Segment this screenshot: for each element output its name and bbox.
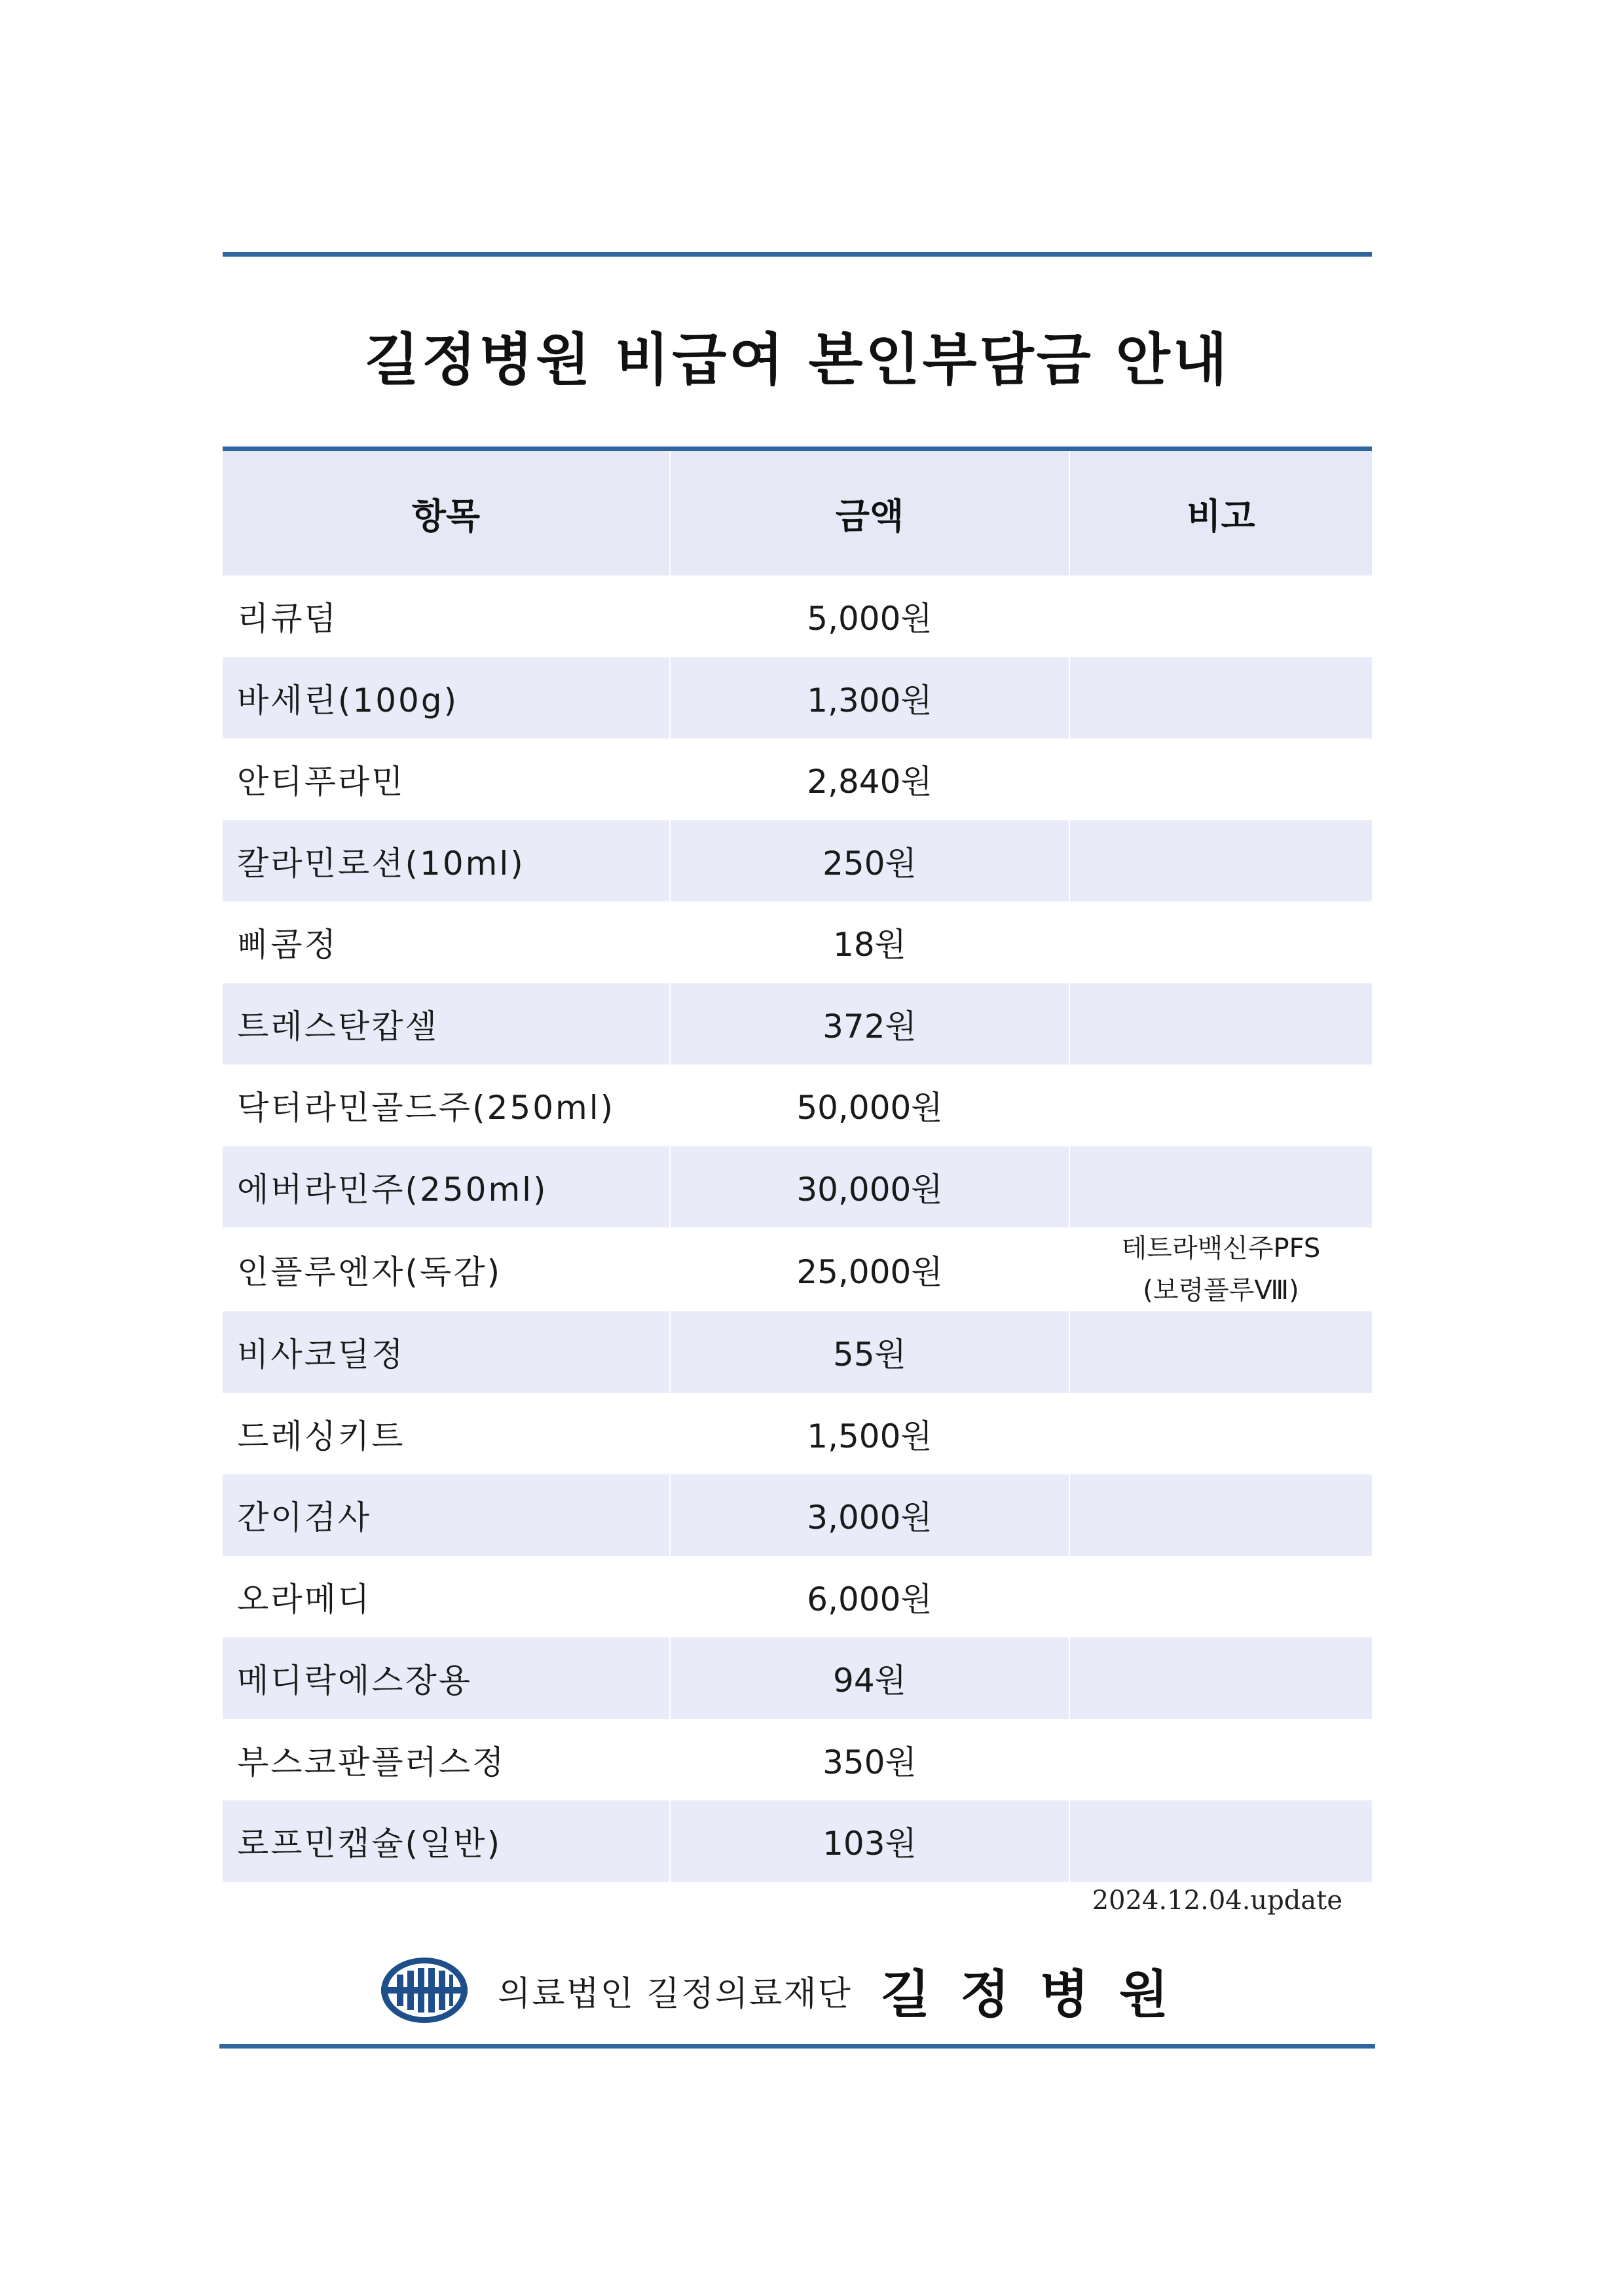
- table-row: [223, 1311, 1372, 1393]
- item-name: 안티푸라민: [237, 763, 405, 801]
- table-row: [223, 1146, 1372, 1228]
- item-amount: 6,000원: [670, 1556, 1069, 1638]
- item-amount: 18원: [670, 902, 1069, 983]
- item-name: 트레스탄캅셀: [223, 983, 670, 1065]
- header-amount: 금액: [670, 451, 1069, 575]
- table-row: [223, 657, 1372, 739]
- item-amount: 1,500원: [670, 1393, 1069, 1475]
- item-amount: 250원: [670, 820, 1069, 902]
- item-name: 오라메디: [237, 1580, 372, 1618]
- item-note: [1069, 1311, 1372, 1393]
- update-date: 2024.12.04.update: [1092, 1886, 1342, 1916]
- item-amount: 3,000원: [670, 1474, 1069, 1556]
- item-note: [1069, 575, 1372, 657]
- item-name: 메디락에스장용: [223, 1637, 670, 1719]
- item-amount: 2,840원: [670, 738, 1069, 820]
- item-amount: 350원: [670, 1719, 1069, 1801]
- table-row: [223, 1065, 1372, 1146]
- hospital-name: 길정병원: [880, 1965, 1199, 2024]
- table-row: [223, 1719, 1372, 1801]
- table-row: [223, 820, 1372, 902]
- item-amount: 1,300원: [670, 657, 1069, 739]
- item-amount: 5,000원: [670, 575, 1069, 657]
- table-row: [223, 1393, 1372, 1475]
- item-amount: 50,000원: [670, 1065, 1069, 1146]
- item-name: 닥터라민골드주(250ml): [237, 1089, 616, 1127]
- header-item: 항목: [223, 451, 670, 575]
- item-name: 리큐덤: [237, 600, 338, 638]
- item-note: [1069, 1228, 1372, 1311]
- item-name: 드레싱키트: [237, 1417, 405, 1455]
- item-note: [1069, 1719, 1372, 1801]
- item-note: [1069, 1393, 1372, 1475]
- hospital-logo-icon: [378, 1955, 470, 2026]
- table-header-row: [223, 451, 1372, 575]
- table-row: [223, 1556, 1372, 1638]
- table-top-divider: [223, 446, 1372, 451]
- item-amount: 103원: [670, 1800, 1069, 1882]
- item-amount: 55원: [670, 1311, 1069, 1393]
- item-name: 칼라민로션(10ml): [223, 820, 670, 902]
- item-amount: 25,000원: [670, 1228, 1069, 1311]
- item-note: [1069, 1637, 1372, 1719]
- table-row: [223, 902, 1372, 983]
- table-row: [223, 738, 1372, 820]
- item-note: [1069, 657, 1372, 739]
- item-name: 간이검사: [223, 1474, 670, 1556]
- footer: [378, 1954, 1198, 2026]
- table-row: [223, 1474, 1372, 1556]
- header-note: 비고: [1069, 451, 1372, 575]
- note-line: 테트라백신주PFS: [1121, 1233, 1321, 1264]
- item-note: [1069, 738, 1372, 820]
- fee-table: [223, 451, 1372, 1882]
- item-name: 부스코판플러스정: [237, 1743, 506, 1781]
- item-note: [1069, 820, 1372, 902]
- item-note: [1069, 1065, 1372, 1146]
- table-row: [223, 1637, 1372, 1719]
- table-row: [223, 575, 1372, 657]
- item-note: [1069, 1800, 1372, 1882]
- item-note: [1069, 902, 1372, 983]
- table-row: [223, 1228, 1372, 1311]
- item-note: [1069, 1146, 1372, 1228]
- item-amount: 30,000원: [670, 1146, 1069, 1228]
- item-amount: 94원: [670, 1637, 1069, 1719]
- item-name: 삐콤정: [237, 926, 338, 964]
- item-name: 로프민캡슐(일반): [223, 1800, 670, 1882]
- item-note: [1069, 1556, 1372, 1638]
- item-name: 인플루엔자(독감): [237, 1253, 502, 1291]
- note-line: (보령플루Ⅷ): [1143, 1275, 1299, 1305]
- table-row: [223, 983, 1372, 1065]
- item-note: [1069, 983, 1372, 1065]
- item-name: 에버라민주(250ml): [223, 1146, 670, 1228]
- item-name: 바세린(100g): [223, 657, 670, 739]
- bottom-divider: [219, 2044, 1375, 2049]
- item-note: [1069, 1474, 1372, 1556]
- item-amount: 372원: [670, 983, 1069, 1065]
- foundation-name: 의료법인 길정의료재단: [498, 1974, 852, 2014]
- item-name: 비사코딜정: [223, 1311, 670, 1393]
- page-title: 길정병원 비급여 본인부담금 안내: [365, 327, 1230, 393]
- table-row: [223, 1800, 1372, 1882]
- top-divider: [223, 252, 1372, 257]
